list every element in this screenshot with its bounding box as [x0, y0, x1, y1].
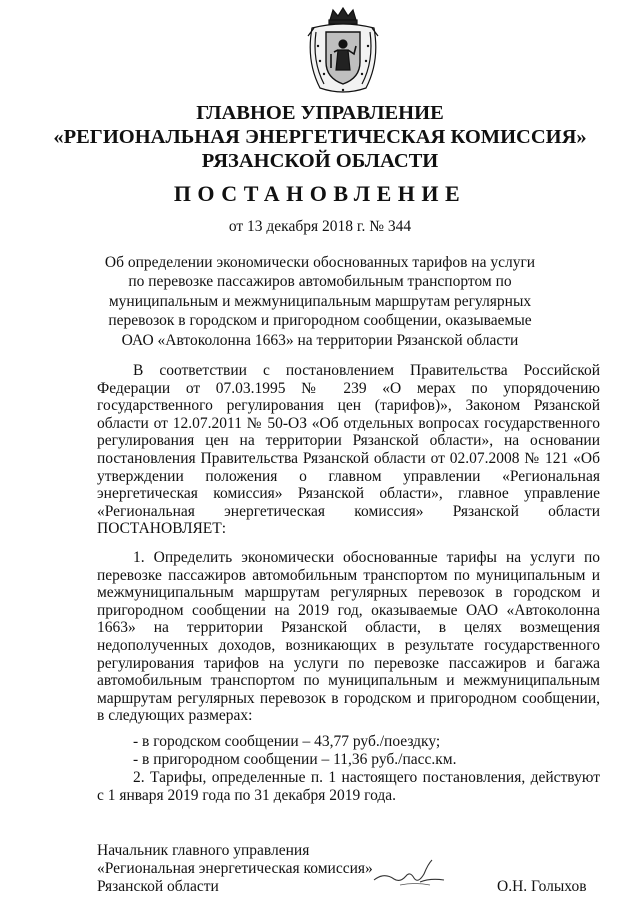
coat-of-arms-emblem — [300, 6, 386, 96]
document-subject: Об определении экономически обоснованных тарифов на услуги по перевозке пассажиров автомобильным транспортом по муниципальным и межмуниципальным маршрутам регулярных перевозок в городском и пригородном сообщении, оказываемые ОАО «Автоколонна 1663» на территории Рязанской области — [104, 254, 536, 349]
position-line1: Начальник главного управления — [97, 842, 310, 859]
tariff-city-line: - в городском сообщении – 43,77 руб./поездку; — [133, 733, 441, 750]
signatory-name: О.Н. Голыхов — [497, 878, 587, 895]
position-line2: «Региональная энергетическая комиссия» — [97, 859, 373, 877]
position-line3: Рязанской области — [97, 877, 219, 895]
tariff-suburban-line: - в пригородном сообщении – 11,36 руб./пасс.км. — [133, 751, 457, 768]
signatory-position — [97, 842, 373, 895]
org-name-line2: «РЕГИОНАЛЬНАЯ ЭНЕРГЕТИЧЕСКАЯ КОМИССИЯ» — [53, 126, 587, 148]
document-date-number: от 13 декабря 2018 г. № 344 — [228, 218, 412, 235]
org-name-line3: РЯЗАНСКОЙ ОБЛАСТИ — [201, 150, 439, 172]
handwritten-signature — [370, 852, 450, 892]
document-type-title: ПОСТАНОВЛЕНИЕ — [173, 181, 467, 206]
item-2-paragraph: 2. Тарифы, определенные п. 1 настоящего постановления, действуют с 1 января 2019 года по 31 декабря 2019 года. — [97, 769, 600, 804]
item-1-paragraph: 1. Определить экономически обоснованные тарифы на услуги по перевозке пассажиров автомобильным транспортом по муниципальным и межмуниципальным маршрутам регулярных перевозок в городском и пригородном сообщении на 2019 год, оказываемые ОАО «Автоколонна 1663» на территории Рязанской области, в целях возмещения недополученных доходов, возникающих в результате государственного регулирования тарифов на услуги по перевозке пассажиров и багажа автомобильным транспортом по муниципальным и межмуниципальным маршрутам регулярных перевозок в городском и пригородном сообщении, в следующих размерах: — [97, 549, 600, 725]
org-name-line1: ГЛАВНОЕ УПРАВЛЕНИЕ — [196, 102, 444, 124]
preamble-paragraph: В соответствии с постановлением Правительства Российской Федерации от 07.03.1995 № 239 «О мерах по упорядочению государственного регулирования цен (тарифов)», Законом Рязанской области от 12.07.2011 № 50-ОЗ «Об отдельных вопросах государственного регулирования цен на территории Рязанской области», на основании постановления Правительства Рязанской области от 02.07.2008 № 121 «Об утверждении положения о главном управлении «Региональная энергетическая комиссия» Рязанской области», главное управление «Региональная энергетическая комиссия» Рязанской области ПОСТАНОВЛЯЕТ: — [97, 362, 600, 538]
